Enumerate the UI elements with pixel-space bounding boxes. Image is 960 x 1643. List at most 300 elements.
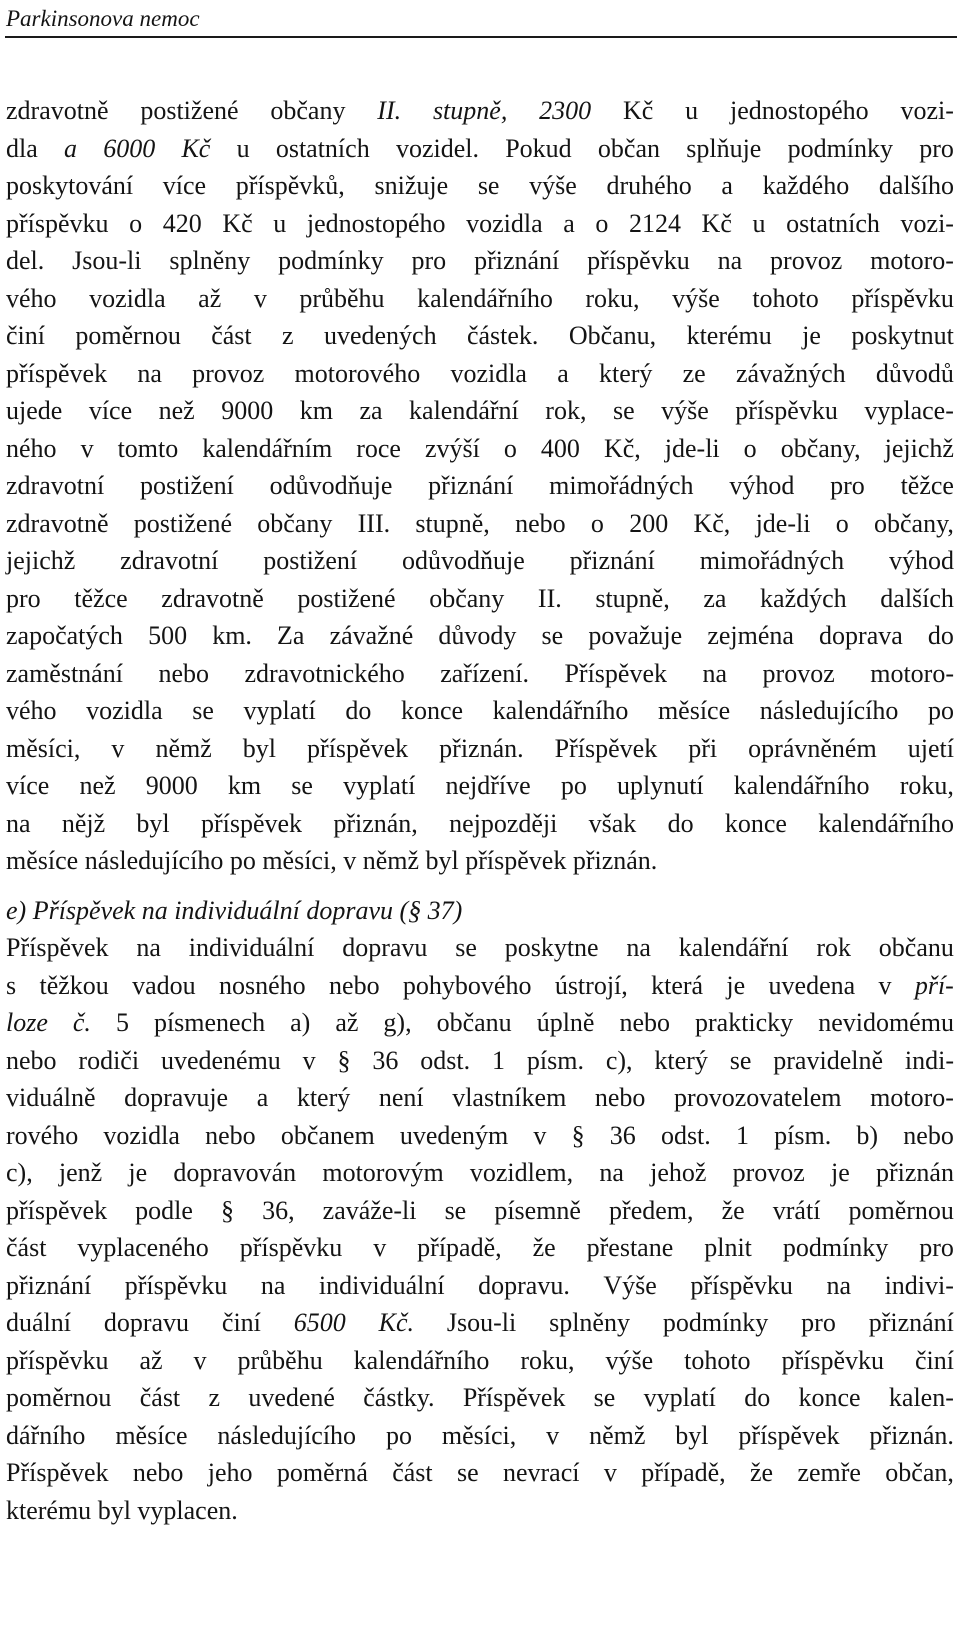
- word: do: [744, 1383, 771, 1412]
- word: zaváže-li: [322, 1195, 417, 1225]
- word: částky.: [363, 1383, 435, 1412]
- word: byl: [242, 733, 277, 763]
- word: se: [541, 621, 564, 650]
- word: ujetí: [907, 733, 954, 763]
- word: příspěvku: [690, 1270, 793, 1300]
- word: kterému: [6, 1495, 92, 1525]
- word: výše: [605, 1345, 654, 1375]
- word: u: [236, 133, 250, 163]
- word: se: [593, 1383, 616, 1412]
- word: měsíce: [657, 696, 731, 725]
- word: kalendářním: [202, 433, 333, 463]
- word: nevrací: [502, 1458, 580, 1487]
- text-line: [6, 242, 954, 280]
- word: zejména: [707, 621, 794, 650]
- word: nebo: [329, 970, 380, 1000]
- word: část: [211, 321, 252, 350]
- word: odůvodňuje: [269, 471, 393, 500]
- word: ostatních: [786, 208, 880, 238]
- word: nebo: [6, 1045, 57, 1075]
- word: závažné: [329, 621, 414, 650]
- word: 1: [492, 1045, 506, 1075]
- text-line: [6, 929, 954, 967]
- word: část: [392, 1458, 433, 1487]
- word: zaměstnání: [6, 658, 123, 688]
- word: úplně: [536, 1008, 595, 1037]
- word: po: [927, 696, 954, 725]
- word: v: [373, 1233, 387, 1262]
- word: která: [651, 970, 704, 1000]
- word: g),: [383, 1008, 412, 1037]
- word: občanu: [878, 933, 954, 962]
- word: poskytne: [504, 933, 599, 962]
- word: 36,: [262, 1195, 295, 1225]
- word: roku,: [520, 1345, 575, 1375]
- word: vozidlem,: [469, 1158, 574, 1187]
- word: na: [826, 1270, 852, 1300]
- word: postižení: [263, 546, 358, 575]
- word: v: [253, 283, 267, 313]
- word: motoro-: [870, 658, 954, 688]
- word: mimořádných: [699, 546, 845, 575]
- word: a: [64, 133, 77, 163]
- word: němž: [362, 846, 420, 875]
- word: dla: [6, 133, 38, 163]
- word: s: [6, 970, 17, 1000]
- word: občan: [597, 133, 660, 163]
- word: příspěvek: [465, 846, 567, 875]
- word: příspěvku: [124, 1270, 228, 1300]
- word: Občanu,: [568, 321, 657, 350]
- word: se: [192, 696, 214, 725]
- word: vozidla: [86, 696, 163, 725]
- document-body: [6, 92, 954, 1529]
- word: 6500: [293, 1308, 346, 1337]
- word: pro: [830, 471, 865, 500]
- running-header: Parkinsonova nemoc: [6, 6, 200, 31]
- word: stupně,: [432, 96, 508, 125]
- word: po: [229, 846, 256, 875]
- word: částek.: [466, 321, 539, 350]
- word: průběhu: [299, 283, 385, 313]
- word: nebo: [515, 508, 566, 538]
- word: kterému: [686, 321, 772, 350]
- text-line: [6, 1342, 954, 1380]
- word: Výše: [603, 1270, 657, 1300]
- word: individuální: [188, 933, 315, 962]
- word: kalendářního: [353, 1345, 490, 1375]
- word: přiznání: [428, 471, 514, 500]
- word: pro: [6, 583, 41, 613]
- word: č.: [72, 1008, 91, 1037]
- word: na: [717, 246, 743, 275]
- word: II.: [377, 96, 402, 125]
- text-line: [6, 430, 954, 468]
- word: kalendářní: [409, 396, 519, 425]
- word: občany: [257, 508, 333, 538]
- word: měsíci,: [441, 1420, 517, 1450]
- word: vyplatí: [343, 771, 416, 800]
- word: na: [137, 358, 162, 388]
- word: konce: [400, 696, 464, 725]
- word: v: [193, 1345, 207, 1375]
- word: o: [595, 208, 609, 238]
- word: doprava: [819, 621, 903, 650]
- text-line: [6, 1492, 954, 1530]
- word: že: [532, 1233, 556, 1262]
- word: část: [139, 1383, 181, 1412]
- word: ného: [6, 433, 57, 463]
- word: příspěvku: [781, 1345, 885, 1375]
- word: konce: [798, 1383, 861, 1412]
- word: Kč: [622, 96, 654, 125]
- word: indi-: [904, 1045, 954, 1075]
- word: indivi-: [884, 1270, 954, 1300]
- word: se: [612, 396, 635, 425]
- word: tohoto: [752, 283, 819, 313]
- word: Příspěvek: [6, 933, 109, 962]
- word: provoz: [732, 1158, 805, 1187]
- word: kalendářního: [733, 771, 870, 800]
- word: jednostopého: [306, 208, 446, 238]
- text-line: [6, 392, 954, 430]
- word: del.: [6, 246, 45, 275]
- text-line: [6, 842, 954, 880]
- text-line: [6, 1117, 954, 1155]
- word: zvýší: [425, 433, 480, 463]
- word: občany: [270, 96, 346, 125]
- word: u: [752, 208, 766, 238]
- word: pro: [801, 1308, 836, 1337]
- word: v: [80, 433, 94, 463]
- text-line: [6, 280, 954, 318]
- word: uvedenému: [160, 1045, 281, 1075]
- word: uvedené: [248, 1383, 335, 1412]
- word: kalendářní: [678, 933, 789, 962]
- word: c),: [6, 1158, 33, 1187]
- word: odst.: [420, 1045, 471, 1075]
- word: rok: [816, 933, 851, 962]
- word: občany,: [874, 508, 954, 538]
- word: roce: [356, 433, 401, 463]
- word: mimořádných: [549, 471, 694, 500]
- word: 5: [115, 1008, 129, 1037]
- word: §: [221, 1195, 235, 1225]
- word: stupně,: [415, 508, 490, 538]
- word: následujícího: [84, 846, 224, 875]
- word: snižuje: [374, 171, 449, 200]
- text-line: [6, 805, 954, 843]
- word: vyplatí: [243, 696, 316, 725]
- word: odst.: [660, 1120, 711, 1150]
- word: a: [557, 358, 569, 388]
- word: oprávněném: [748, 733, 877, 763]
- word: nebo: [132, 1458, 184, 1487]
- word: kalendářního: [492, 696, 629, 725]
- word: Příspěvek: [462, 1383, 566, 1412]
- word: a: [721, 171, 733, 200]
- text-line: [6, 1304, 954, 1342]
- word: následujícího: [217, 1420, 357, 1450]
- word: postižené: [140, 96, 239, 125]
- word: na: [260, 1270, 286, 1300]
- word: Za: [277, 621, 305, 650]
- word: který: [598, 358, 653, 388]
- word: prakticky: [695, 1008, 794, 1037]
- word: příspěvek: [6, 1195, 108, 1225]
- word: následujícího: [759, 696, 899, 725]
- word: nebo: [158, 658, 209, 688]
- word: uvedena: [768, 970, 856, 1000]
- word: výhod: [729, 471, 795, 500]
- word: se: [291, 771, 313, 800]
- text-line: [6, 1079, 954, 1117]
- word: příspěvku: [6, 208, 109, 238]
- word: měsíci,: [262, 846, 337, 875]
- word: není: [378, 1083, 424, 1112]
- word: více: [88, 396, 133, 425]
- word: podmínky: [278, 246, 384, 275]
- word: ujede: [6, 396, 63, 425]
- word: písemně: [494, 1195, 581, 1225]
- word: dalších: [880, 583, 954, 613]
- header-rule: [5, 36, 957, 38]
- word: se: [455, 933, 477, 962]
- word: který: [296, 1083, 351, 1112]
- word: písm.: [774, 1120, 832, 1150]
- word: v: [878, 970, 892, 1000]
- word: důvodů: [875, 358, 954, 388]
- word: pro: [411, 246, 447, 275]
- word: že: [721, 1195, 745, 1225]
- word: poměrnou: [848, 1195, 954, 1225]
- word: po: [560, 771, 587, 800]
- word: viduálně: [6, 1083, 96, 1112]
- word: provoz: [762, 658, 835, 688]
- word: dopravu: [342, 933, 428, 962]
- word: přiznán.: [572, 846, 658, 875]
- word: příspěvek: [307, 733, 409, 763]
- word: jde-li: [664, 433, 720, 463]
- word: byl: [136, 808, 170, 838]
- word: přiznání: [569, 546, 655, 575]
- word: II.: [537, 583, 562, 613]
- word: příspěvku: [239, 1233, 343, 1262]
- word: však: [588, 808, 637, 838]
- word: než: [79, 771, 116, 800]
- word: zdravotní: [6, 471, 105, 500]
- word: dopravuje: [124, 1083, 229, 1112]
- word: těžce: [900, 471, 954, 500]
- word: rového: [6, 1120, 79, 1150]
- text-line: [6, 1004, 954, 1042]
- word: jde-li: [755, 508, 811, 538]
- word: poskytování: [6, 171, 134, 200]
- word: více: [6, 771, 50, 800]
- word: §: [571, 1120, 585, 1150]
- word: vozi-: [900, 208, 954, 238]
- word: jejichž: [6, 546, 76, 575]
- word: přiznání: [868, 1308, 954, 1337]
- word: do: [667, 808, 694, 838]
- word: je: [831, 1158, 850, 1187]
- word: dopravu: [103, 1308, 190, 1337]
- word: Kč: [181, 133, 211, 163]
- word: vozidel.: [395, 133, 479, 163]
- word: za: [703, 583, 727, 613]
- word: o: [835, 508, 849, 538]
- text-line: [6, 130, 954, 168]
- word: se: [456, 1458, 479, 1487]
- word: provoz: [192, 358, 265, 388]
- word: km: [299, 396, 333, 425]
- word: a: [256, 1083, 269, 1112]
- word: zdravotně: [6, 508, 109, 538]
- word: splněny: [549, 1308, 630, 1337]
- word: průběhu: [237, 1345, 323, 1375]
- word: na: [6, 808, 31, 838]
- word: podmínky: [782, 1233, 889, 1262]
- word: vlastníkem: [452, 1083, 567, 1112]
- word: loze: [6, 1008, 48, 1037]
- word: kalen-: [888, 1383, 954, 1412]
- text-line: [6, 767, 954, 805]
- text-line: [6, 505, 954, 543]
- word: 2124: [628, 208, 681, 238]
- word: vadou: [132, 970, 196, 1000]
- text-line: [6, 617, 954, 655]
- word: kalendářního: [417, 283, 553, 313]
- word: příspěvků,: [235, 171, 345, 200]
- word: km.: [212, 621, 252, 650]
- word: 500: [148, 621, 188, 650]
- word: nějž: [61, 808, 106, 838]
- word: pro: [919, 133, 954, 163]
- word: jenž: [58, 1158, 103, 1187]
- word: roku,: [585, 283, 640, 313]
- word: případě,: [641, 1458, 726, 1487]
- word: poměrnou: [6, 1383, 112, 1412]
- word: z: [208, 1383, 221, 1412]
- word: Kč,: [603, 433, 641, 463]
- word: poskytnut: [851, 321, 954, 350]
- word: občanem: [280, 1120, 375, 1150]
- word: v: [533, 1120, 547, 1150]
- word: provoz: [770, 246, 843, 275]
- text-line: [6, 205, 954, 243]
- word: Kč: [222, 208, 253, 238]
- word: splňuje: [686, 133, 762, 163]
- text-line: [6, 317, 954, 355]
- word: 2300: [539, 96, 592, 125]
- word: zdravotně: [161, 583, 264, 613]
- text-line: [6, 692, 954, 730]
- word: uplynutí: [616, 771, 704, 800]
- word: o: [590, 508, 604, 538]
- word: vyplatí: [643, 1383, 716, 1412]
- word: měsíce: [6, 846, 79, 875]
- word: III.: [357, 508, 391, 538]
- word: je: [726, 970, 746, 1000]
- text-line: [6, 967, 954, 1005]
- word: vyplacen.: [137, 1495, 238, 1525]
- word: zemře: [797, 1458, 861, 1487]
- word: na: [599, 1158, 624, 1187]
- text-line: [6, 167, 954, 205]
- word: byl: [97, 1495, 131, 1525]
- word: vyplaceného: [77, 1233, 209, 1262]
- word: byl: [425, 846, 459, 875]
- word: každého: [762, 171, 850, 200]
- word: do: [927, 621, 954, 650]
- word: byl: [675, 1420, 709, 1450]
- word: druhého: [606, 171, 692, 200]
- word: Příspěvek: [6, 1458, 109, 1487]
- word: zdravotnického: [244, 658, 405, 688]
- word: nejdříve: [445, 771, 531, 800]
- word: více: [162, 171, 207, 200]
- text-line: [6, 92, 954, 130]
- word: roku,: [899, 771, 954, 800]
- word: činí: [915, 1345, 954, 1375]
- word: jehož: [650, 1158, 707, 1187]
- word: 420: [162, 208, 202, 238]
- text-line: [6, 355, 954, 393]
- word: rodiči: [78, 1045, 140, 1075]
- word: nebo: [619, 1008, 670, 1037]
- word: nevidomému: [818, 1008, 954, 1037]
- word: občanu: [436, 1008, 512, 1037]
- word: a): [290, 1008, 311, 1037]
- word: vozidla: [450, 358, 527, 388]
- word: Příspěvek: [554, 733, 658, 763]
- word: než: [158, 396, 195, 425]
- word: b): [856, 1120, 879, 1150]
- word: o: [129, 208, 143, 238]
- word: 400: [540, 433, 580, 463]
- word: do: [345, 696, 372, 725]
- word: dalšího: [878, 171, 954, 200]
- text-line: [6, 1454, 954, 1492]
- word: těžce: [74, 583, 128, 613]
- text-line: [6, 542, 954, 580]
- word: jeho: [207, 1458, 253, 1487]
- word: c),: [605, 1045, 633, 1075]
- word: vého: [6, 696, 57, 725]
- text-line: [6, 1042, 954, 1080]
- word: motoro-: [870, 1083, 954, 1112]
- word: pohybového: [402, 970, 532, 1000]
- word: příspěvku: [735, 396, 838, 425]
- text-line: [6, 467, 954, 505]
- word: přiznán.: [869, 1420, 954, 1450]
- word: v: [546, 1420, 560, 1450]
- word: u: [685, 96, 699, 125]
- word: přiznání: [474, 246, 560, 275]
- word: v: [302, 1045, 316, 1075]
- word: a: [563, 208, 575, 238]
- word: km: [227, 771, 262, 800]
- paragraph: [6, 92, 954, 880]
- word: zařízení.: [440, 658, 529, 688]
- section-heading: e) Příspěvek na individuální dopravu (§ 37): [6, 895, 463, 925]
- word: po: [385, 1420, 412, 1450]
- word: Jsou-li: [446, 1308, 517, 1337]
- word: Pokud: [505, 133, 572, 163]
- word: jednostopého: [729, 96, 869, 125]
- word: závažných: [735, 358, 846, 388]
- word: část: [6, 1233, 47, 1262]
